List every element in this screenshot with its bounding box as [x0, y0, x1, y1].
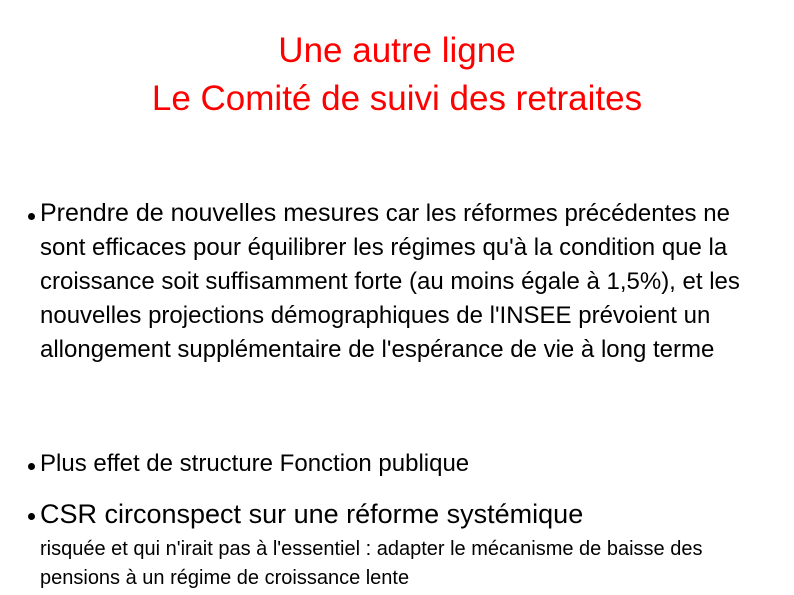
- bullet-body-text: car les réformes précédentes ne sont efficaces pour équilibrer les régimes qu'à la condition que la croissance soit suffisamment forte (au moins égale à 1,5%), et les nouvelles projections démographiques de l'INSEE prévoient un allongement supplémentaire de l'espérance de vie à long terme: [40, 200, 740, 363]
- bullet-dot-icon: [28, 513, 35, 520]
- bullet-dot-icon: [28, 463, 35, 470]
- bullet-item-csr: [40, 497, 760, 531]
- title-line-2: Le Comité de suivi des retraites: [151, 79, 643, 118]
- bullet-item-structure-effect: [40, 449, 760, 479]
- title-line-1: Une autre ligne: [278, 31, 516, 70]
- bullet-text: Plus effet de structure Fonction publique: [40, 450, 470, 477]
- bullet-lead-text: Prendre de nouvelles mesures: [40, 199, 380, 227]
- body-paragraph: risquée et qui n'irait pas à l'essentiel : adapter le mécanisme de baisse des pensions à un régime de croissance lente: [40, 538, 703, 589]
- bullet-text: CSR circonspect sur une réforme systémique: [40, 499, 584, 529]
- bullet-item-new-measures: [40, 196, 760, 367]
- slide-title: [0, 27, 794, 123]
- bullet-dot-icon: [28, 213, 35, 220]
